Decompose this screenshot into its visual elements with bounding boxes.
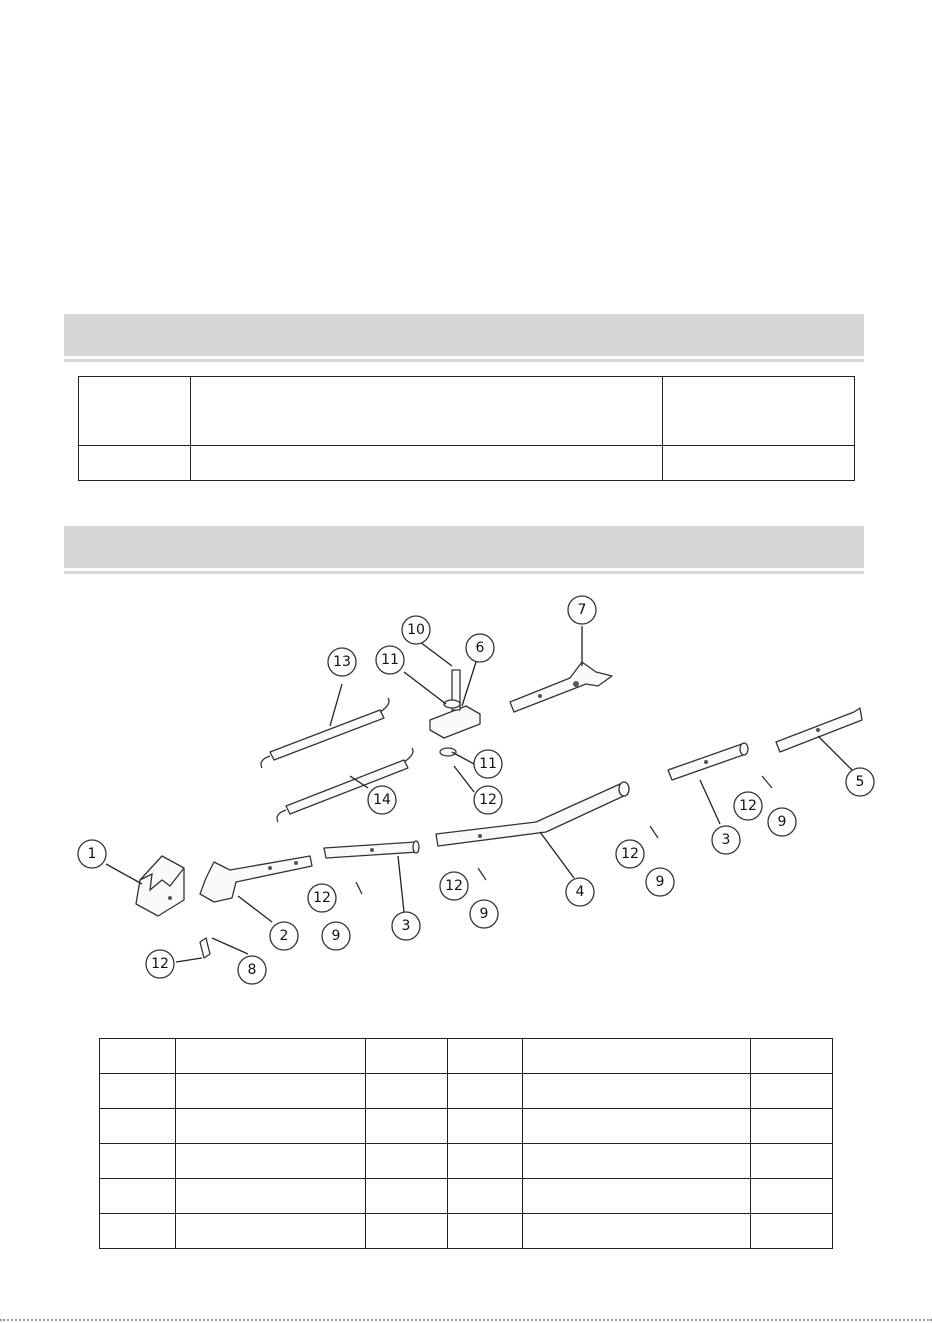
parts-cell xyxy=(175,1179,365,1214)
parts-cell xyxy=(447,1039,523,1074)
parts-cell xyxy=(100,1074,176,1109)
parts-cell xyxy=(447,1214,523,1249)
callout-9 xyxy=(646,868,674,896)
part-4-bent-pole xyxy=(436,782,629,846)
callout-label: 9 xyxy=(479,906,489,922)
part-3-tube-left xyxy=(324,841,419,858)
parts-cell xyxy=(100,1214,176,1249)
parts-cell xyxy=(751,1144,833,1179)
callout-label: 3 xyxy=(401,918,411,934)
parts-table-row xyxy=(100,1214,833,1249)
callout-label: 12 xyxy=(621,846,639,862)
parts-cell xyxy=(365,1179,447,1214)
parts-section-header xyxy=(64,526,864,568)
part-3-tube-right xyxy=(668,743,748,780)
parts-table-row xyxy=(100,1074,833,1109)
parts-cell xyxy=(447,1179,523,1214)
spec-cell xyxy=(79,377,191,446)
callout-7 xyxy=(568,596,596,624)
parts-cell xyxy=(523,1074,751,1109)
callout-label: 12 xyxy=(445,878,463,894)
parts-table-row xyxy=(100,1109,833,1144)
parts-table-header-row xyxy=(100,1039,833,1074)
parts-section-rule xyxy=(64,571,864,574)
parts-cell xyxy=(751,1039,833,1074)
part-13-tension-rod xyxy=(261,698,389,768)
part-7-fork-tube xyxy=(510,662,612,712)
spec-cell xyxy=(79,446,191,481)
callout-label: 11 xyxy=(381,652,399,668)
callout-12 xyxy=(474,786,502,814)
parts-cell xyxy=(523,1109,751,1144)
parts-cell xyxy=(447,1074,523,1109)
callout-9 xyxy=(768,808,796,836)
callout-label: 12 xyxy=(479,792,497,808)
spec-table-header-row xyxy=(79,377,855,446)
callout-6 xyxy=(466,634,494,662)
part-2-base-fork xyxy=(200,856,312,902)
parts-cell xyxy=(175,1144,365,1179)
spec-table-row xyxy=(79,446,855,481)
callout-label: 1 xyxy=(87,846,97,862)
spec-cell xyxy=(663,446,855,481)
callout-label: 9 xyxy=(777,814,787,830)
spec-section-header xyxy=(64,314,864,356)
parts-cell xyxy=(751,1074,833,1109)
parts-cell xyxy=(365,1214,447,1249)
parts-cell xyxy=(365,1074,447,1109)
spec-table xyxy=(78,376,855,481)
parts-cell xyxy=(365,1109,447,1144)
parts-cell xyxy=(523,1179,751,1214)
part-1-bracket xyxy=(136,856,184,916)
callout-label: 14 xyxy=(373,792,391,808)
parts-cell xyxy=(447,1109,523,1144)
part-8-lever xyxy=(200,938,210,958)
callout-3 xyxy=(392,912,420,940)
callout-2 xyxy=(270,922,298,950)
callout-12 xyxy=(146,950,174,978)
parts-table xyxy=(99,1038,833,1249)
callout-14 xyxy=(368,786,396,814)
parts-cell xyxy=(175,1074,365,1109)
callout-12 xyxy=(734,792,762,820)
callout-12 xyxy=(308,884,336,912)
callout-11 xyxy=(474,750,502,778)
parts-cell xyxy=(523,1039,751,1074)
callout-label: 3 xyxy=(721,832,731,848)
callout-label: 10 xyxy=(407,622,425,638)
parts-cell xyxy=(175,1214,365,1249)
callout-label: 12 xyxy=(151,956,169,972)
parts-cell xyxy=(100,1144,176,1179)
callout-label: 5 xyxy=(855,774,865,790)
callout-4 xyxy=(566,878,594,906)
callout-label: 8 xyxy=(247,962,257,978)
callout-label: 9 xyxy=(655,874,665,890)
callout-label: 7 xyxy=(577,602,587,618)
spec-cell xyxy=(190,377,662,446)
callout-label: 4 xyxy=(575,884,585,900)
callout-13 xyxy=(328,648,356,676)
callout-label: 11 xyxy=(479,756,497,772)
spec-section-rule xyxy=(64,359,864,362)
callout-label: 12 xyxy=(313,890,331,906)
callout-5 xyxy=(846,768,874,796)
parts-cell xyxy=(175,1109,365,1144)
parts-cell xyxy=(100,1179,176,1214)
parts-cell xyxy=(523,1144,751,1179)
parts-cell xyxy=(100,1109,176,1144)
callout-11 xyxy=(376,646,404,674)
callout-9 xyxy=(322,922,350,950)
callout-9 xyxy=(470,900,498,928)
parts-cell xyxy=(751,1214,833,1249)
exploded-parts-diagram xyxy=(0,580,932,1000)
parts-cell xyxy=(100,1039,176,1074)
callout-10 xyxy=(402,616,430,644)
page-bottom-edge xyxy=(0,1319,932,1321)
parts-cell xyxy=(751,1179,833,1214)
callout-label: 12 xyxy=(739,798,757,814)
callout-12 xyxy=(616,840,644,868)
callout-label: 9 xyxy=(331,928,341,944)
callout-12 xyxy=(440,872,468,900)
callout-8 xyxy=(238,956,266,984)
parts-cell xyxy=(751,1109,833,1144)
callout-3 xyxy=(712,826,740,854)
parts-cell xyxy=(175,1039,365,1074)
part-5-end-tube xyxy=(776,708,862,752)
parts-table-row xyxy=(100,1179,833,1214)
callout-label: 2 xyxy=(279,928,289,944)
parts-cell xyxy=(447,1144,523,1179)
callout-label: 6 xyxy=(475,640,485,656)
spec-cell xyxy=(663,377,855,446)
parts-cell xyxy=(523,1214,751,1249)
parts-cell xyxy=(365,1144,447,1179)
callout-label: 13 xyxy=(333,654,351,670)
spec-cell xyxy=(190,446,662,481)
part-14-tension-rod xyxy=(277,748,413,822)
callout-1 xyxy=(78,840,106,868)
parts-cell xyxy=(365,1039,447,1074)
parts-table-row xyxy=(100,1144,833,1179)
